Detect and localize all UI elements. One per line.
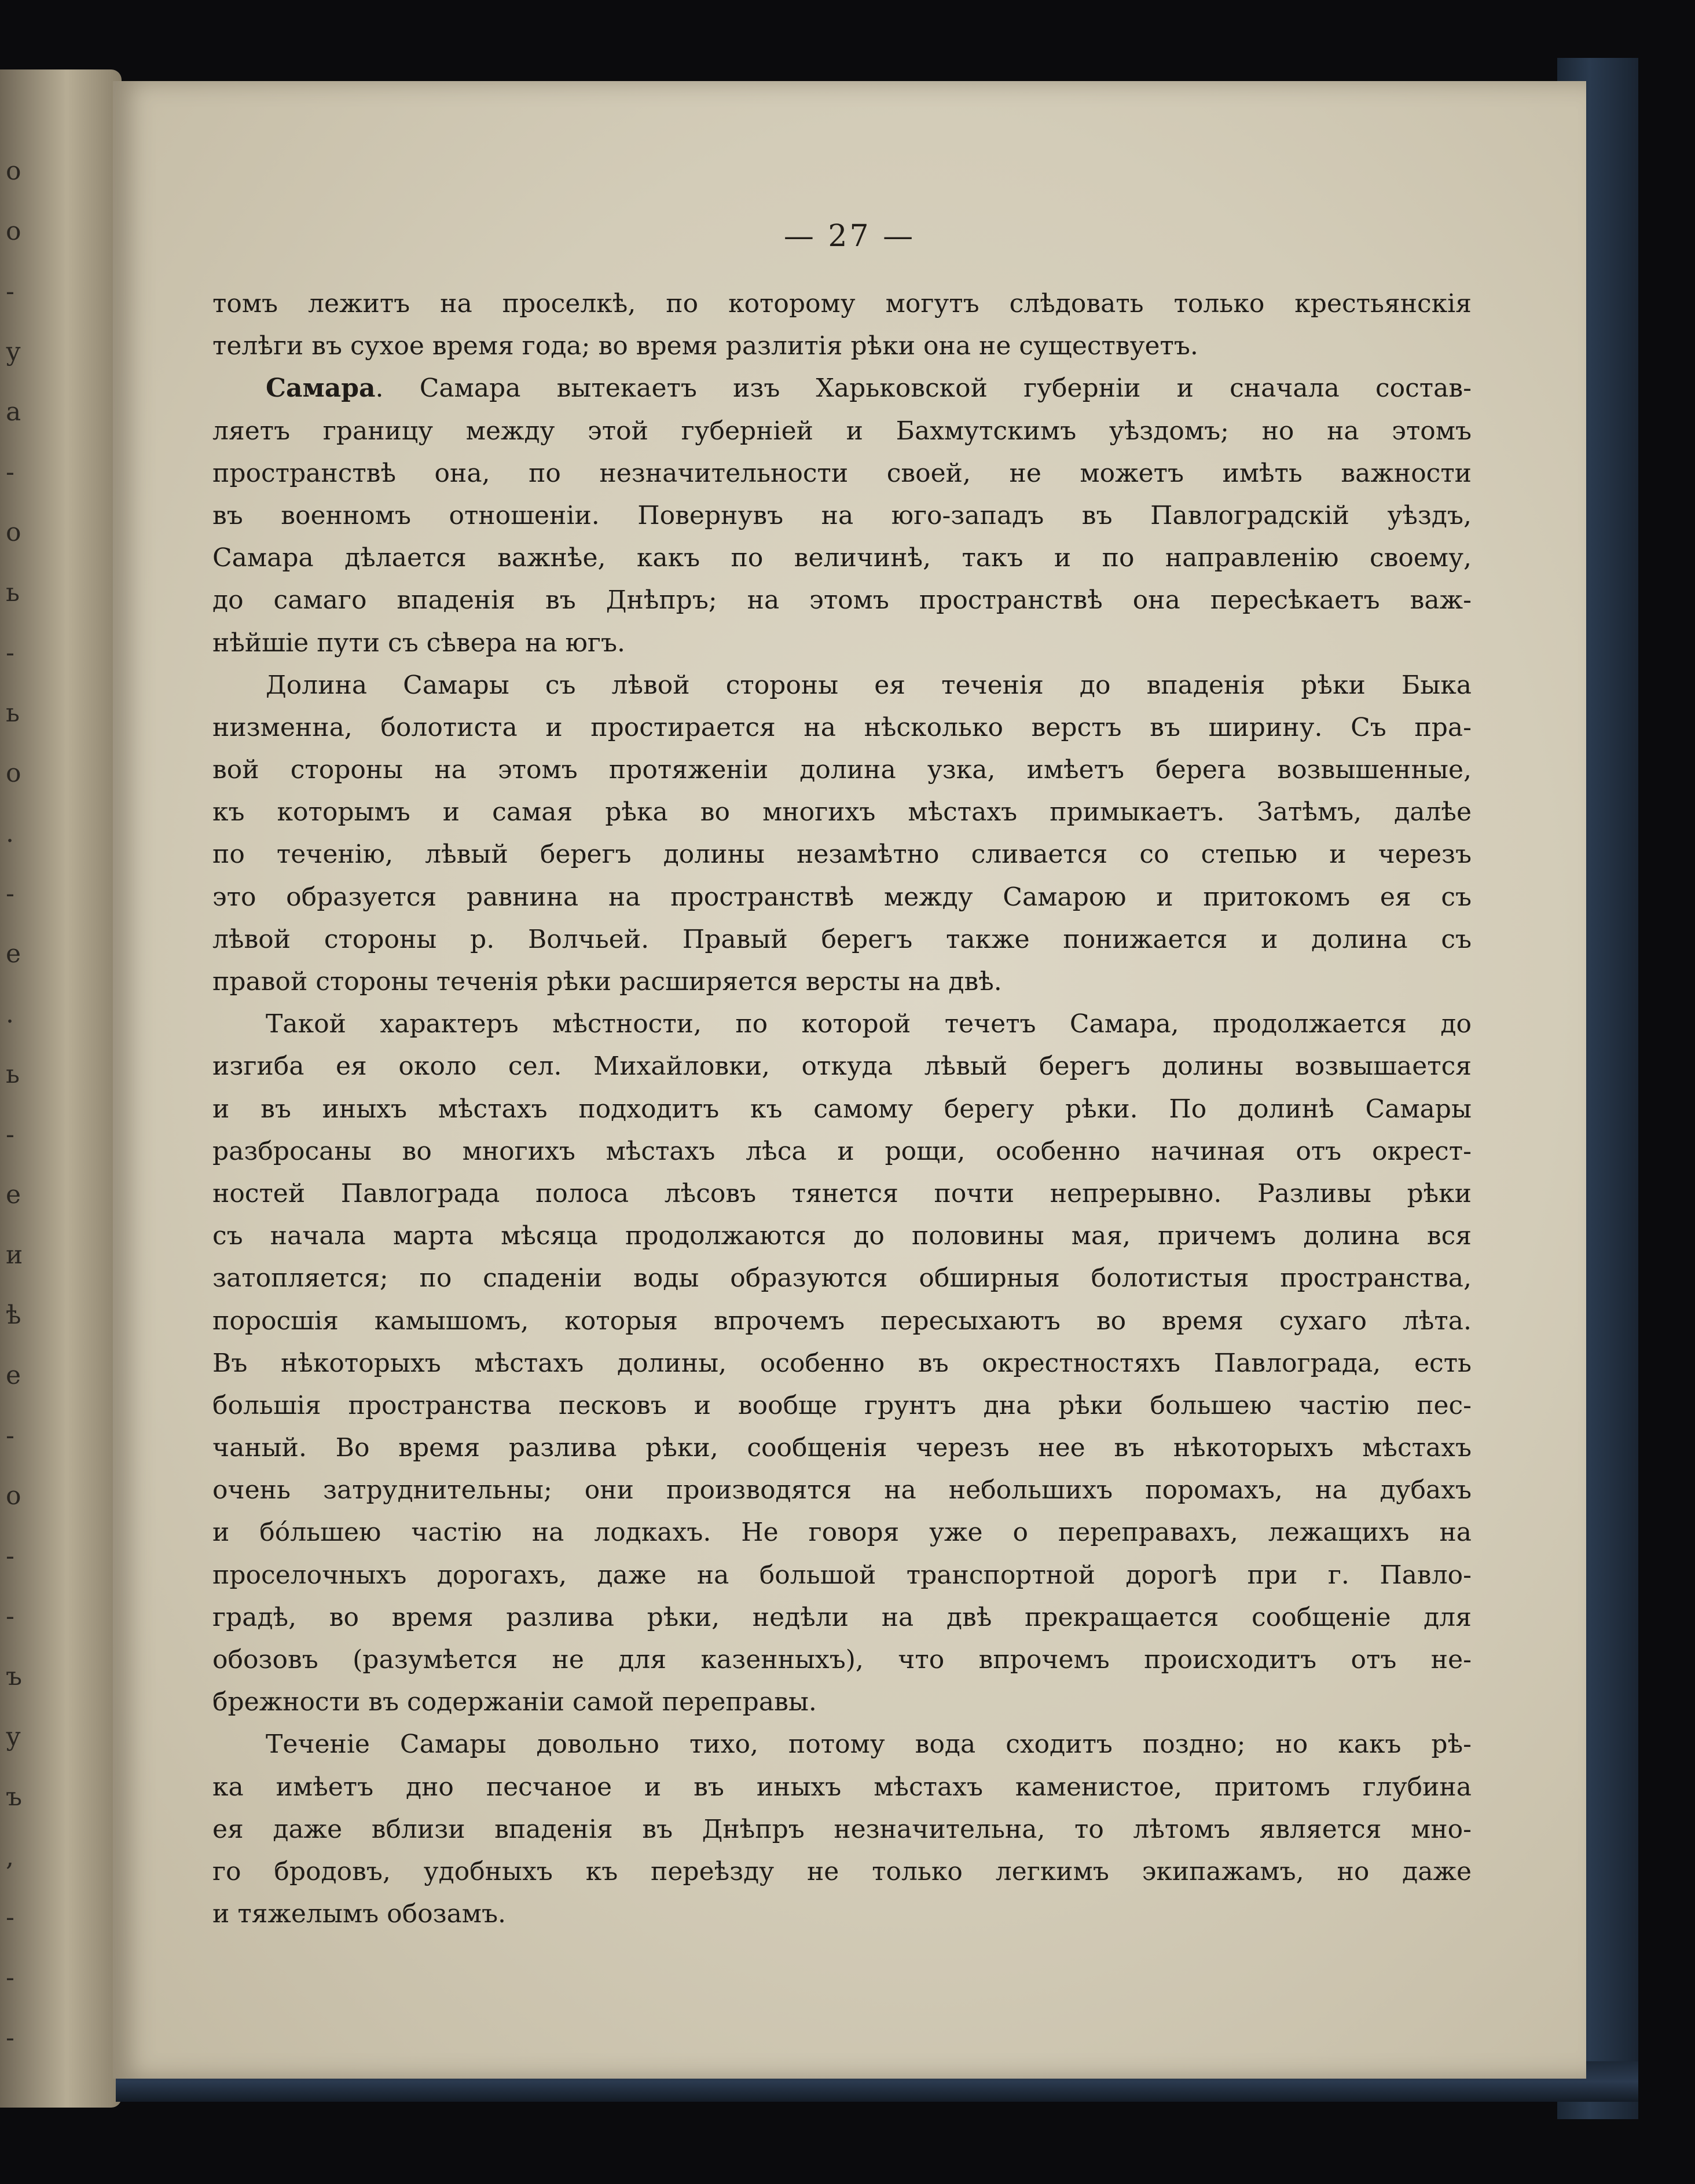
text-line bbox=[212, 1766, 1472, 1808]
previous-page-fragment: - bbox=[6, 638, 14, 668]
text-line-content: ея даже вблизи впаденія въ Днѣпръ незначительна, то лѣтомъ является мно- bbox=[212, 1814, 1472, 1844]
text-line bbox=[212, 1215, 1472, 1257]
text-line-content: телѣги въ сухое время года; во время разлитія рѣки она не существуетъ. bbox=[212, 331, 1198, 361]
text-line-content: по теченію, лѣвый берегъ долины незамѣтно сливается со степью и черезъ bbox=[212, 840, 1472, 870]
text-line bbox=[212, 1427, 1472, 1469]
text-line-content: разбросаны во многихъ мѣстахъ лѣса и рощи, особенно начиная отъ окрест- bbox=[212, 1136, 1472, 1166]
text-line bbox=[212, 791, 1472, 833]
previous-page-fragment: е bbox=[6, 939, 21, 969]
previous-page-fragment: о bbox=[6, 156, 21, 186]
text-line bbox=[212, 452, 1472, 494]
previous-page-fragment: о bbox=[6, 217, 21, 246]
text-line-content: съ начала марта мѣсяца продолжаются до половины мая, причемъ долина вся bbox=[212, 1221, 1472, 1251]
previous-page-fragment: - bbox=[6, 1903, 14, 1932]
text-line bbox=[212, 1596, 1472, 1639]
text-line bbox=[212, 1893, 1472, 1935]
text-line bbox=[212, 706, 1472, 749]
text-line-content: большія пространства песковъ и вообще грунтъ дна рѣки большею частію пес- bbox=[212, 1390, 1472, 1420]
text-line bbox=[212, 622, 1472, 664]
text-line-content: обозовъ (разумѣется не для казенныхъ), что впрочемъ происходитъ отъ не- bbox=[212, 1645, 1472, 1674]
previous-page-fragment: - bbox=[6, 1602, 14, 1631]
text-line bbox=[212, 1808, 1472, 1850]
text-line-content: ляетъ границу между этой губерніей и Бахмутскимъ уѣздомъ; но на этомъ bbox=[212, 416, 1472, 446]
text-line bbox=[212, 961, 1472, 1003]
text-line bbox=[212, 537, 1472, 579]
text-line-content: это образуется равнина на пространствѣ между Самарою и притокомъ ея съ bbox=[212, 882, 1472, 912]
previous-page-fragment: ь bbox=[6, 698, 20, 728]
text-line bbox=[212, 1723, 1472, 1765]
text-line-content: ностей Павлограда полоса лѣсовъ тянется почти непрерывно. Разливы рѣки bbox=[212, 1178, 1472, 1208]
text-line-content: изгиба ея около сел. Михайловки, откуда лѣвый берегъ долины возвышается bbox=[212, 1051, 1472, 1082]
text-line-content: очень затруднительны; они производятся на небольшихъ поромахъ, на дубахъ bbox=[212, 1475, 1472, 1505]
text-line-content: томъ лежитъ на проселкѣ, по которому могутъ слѣдовать только крестьянскія bbox=[212, 289, 1472, 318]
text-line-content: до самаго впаденія въ Днѣпръ; на этомъ пространствѣ она пересѣкаетъ важ- bbox=[212, 585, 1472, 615]
text-line bbox=[212, 1681, 1472, 1723]
previous-page-fragment: , bbox=[6, 1842, 14, 1872]
text-line-content: въ военномъ отношеніи. Повернувъ на юго-западъ въ Павлоградскій уѣздъ, bbox=[212, 500, 1472, 530]
text-line bbox=[212, 283, 1472, 325]
text-line bbox=[212, 1130, 1472, 1172]
text-line-content: низменна, болотиста и простирается на нѣсколько верстъ въ ширину. Съ пра- bbox=[212, 712, 1472, 742]
text-line-content: Такой характеръ мѣстности, по которой течетъ Самара, продолжается до bbox=[266, 1009, 1472, 1039]
previous-page-fragment: у bbox=[6, 337, 21, 367]
text-line bbox=[212, 1300, 1472, 1342]
text-line-content: . Самара вытекаетъ изъ Харьковской губерніи и сначала состав- bbox=[375, 373, 1472, 404]
previous-page-fragment: ь bbox=[6, 1060, 20, 1089]
previous-page-fragment: ъ bbox=[6, 1782, 22, 1812]
text-line bbox=[212, 367, 1472, 409]
previous-page-edge bbox=[0, 69, 122, 2108]
text-line-content: градѣ, во время разлива рѣки, недѣли на двѣ прекращается сообщеніе для bbox=[212, 1602, 1472, 1632]
previous-page-fragment: у bbox=[6, 1722, 21, 1751]
previous-page-fragment: е bbox=[6, 1180, 21, 1210]
text-line-content: нѣйшіе пути съ сѣвера на югъ. bbox=[212, 628, 625, 658]
previous-page-fragment: - bbox=[6, 1421, 14, 1450]
previous-page-fragment: . bbox=[6, 999, 14, 1029]
text-line bbox=[212, 1511, 1472, 1553]
text-line bbox=[212, 325, 1472, 367]
text-line-content: лѣвой стороны р. Волчьей. Правый берегъ также понижается и долина съ bbox=[212, 924, 1472, 954]
text-line bbox=[212, 1342, 1472, 1384]
text-line bbox=[212, 1639, 1472, 1681]
text-line bbox=[212, 876, 1472, 918]
text-line-content: правой стороны теченія рѣки расширяется версты на двѣ. bbox=[212, 967, 1002, 996]
previous-page-fragment: о bbox=[6, 518, 21, 547]
previous-page-fragment: о bbox=[6, 758, 21, 788]
text-line-content: Долина Самары съ лѣвой стороны ея теченія до впаденія рѣки Быка bbox=[266, 670, 1472, 700]
text-line-content: чаный. Во время разлива рѣки, сообщенія черезъ нее въ нѣкоторыхъ мѣстахъ bbox=[212, 1433, 1472, 1463]
page-number: — 27 — bbox=[783, 219, 916, 254]
previous-page-fragment: е bbox=[6, 1361, 21, 1390]
previous-page-fragment: о bbox=[6, 1481, 21, 1511]
previous-page-fragment: - bbox=[6, 457, 14, 487]
text-line-content: и бо́льшею частію на лодкахъ. Не говоря уже о переправахъ, лежащихъ на bbox=[212, 1518, 1472, 1548]
text-line bbox=[212, 1384, 1472, 1427]
text-line-content: къ которымъ и самая рѣка во многихъ мѣстахъ примыкаетъ. Затѣмъ, далѣе bbox=[212, 797, 1472, 827]
text-line-content: проселочныхъ дорогахъ, даже на большой транспортной дорогѣ при г. Павло- bbox=[212, 1560, 1472, 1590]
text-line-content: пространствѣ она, по незначительности своей, не можетъ имѣть важности bbox=[212, 458, 1472, 488]
text-line-content: брежности въ содержаніи самой переправы. bbox=[212, 1687, 817, 1717]
text-line bbox=[212, 1172, 1472, 1215]
text-line bbox=[212, 833, 1472, 875]
text-line-content: Самара дѣлается важнѣе, какъ по величинѣ, такъ и по направленію своему, bbox=[212, 543, 1472, 573]
text-line bbox=[212, 579, 1472, 621]
previous-page-fragment: а bbox=[6, 397, 21, 427]
previous-page-fragment: ь bbox=[6, 578, 20, 607]
text-line bbox=[212, 494, 1472, 537]
text-line bbox=[212, 749, 1472, 791]
text-line bbox=[212, 1469, 1472, 1511]
text-line-content: затопляется; по спаденіи воды образуются обширныя болотистыя пространства, bbox=[212, 1263, 1472, 1293]
previous-page-fragment: ъ bbox=[6, 1662, 22, 1691]
previous-page-fragment: - bbox=[6, 1541, 14, 1571]
previous-page-fragment: - bbox=[6, 277, 14, 306]
previous-page-fragment: - bbox=[6, 1963, 14, 1992]
text-line bbox=[212, 1257, 1472, 1299]
text-line-content: и тяжелымъ обозамъ. bbox=[212, 1899, 507, 1929]
text-line bbox=[212, 410, 1472, 452]
page-text bbox=[212, 283, 1472, 1935]
section-heading: Самара bbox=[266, 373, 376, 404]
previous-page-fragment: ѣ bbox=[6, 1300, 21, 1330]
text-line-content: вой стороны на этомъ протяженіи долина узка, имѣетъ берега возвышенные, bbox=[212, 755, 1472, 785]
text-line-content: ка имѣетъ дно песчаное и въ иныхъ мѣстахъ каменистое, притомъ глубина bbox=[212, 1772, 1472, 1802]
text-line bbox=[212, 918, 1472, 961]
text-line-content: го бродовъ, удобныхъ къ переѣзду не только легкимъ экипажамъ, но даже bbox=[212, 1856, 1472, 1886]
text-line-content: и въ иныхъ мѣстахъ подходитъ къ самому берегу рѣки. По долинѣ Самары bbox=[212, 1094, 1472, 1124]
previous-page-fragment: - bbox=[6, 1120, 14, 1149]
previous-page-fragment: . bbox=[6, 819, 14, 848]
text-line-content: поросшія камышомъ, которыя впрочемъ пересыхаютъ во время сухаго лѣта. bbox=[212, 1306, 1472, 1336]
book-page bbox=[113, 81, 1586, 2079]
text-line bbox=[212, 1045, 1472, 1087]
text-line bbox=[212, 1554, 1472, 1596]
previous-page-fragment: - bbox=[6, 879, 14, 908]
text-line bbox=[212, 1850, 1472, 1893]
text-line bbox=[212, 1003, 1472, 1045]
text-line-content: Въ нѣкоторыхъ мѣстахъ долины, особенно въ окрестностяхъ Павлограда, есть bbox=[212, 1348, 1472, 1378]
text-line bbox=[212, 664, 1472, 706]
text-line-content: Теченіе Самары довольно тихо, потому вода сходитъ поздно; но какъ рѣ- bbox=[266, 1729, 1472, 1760]
text-line bbox=[212, 1088, 1472, 1130]
previous-page-fragment: и bbox=[6, 1240, 23, 1270]
previous-page-fragment: - bbox=[6, 2023, 14, 2053]
